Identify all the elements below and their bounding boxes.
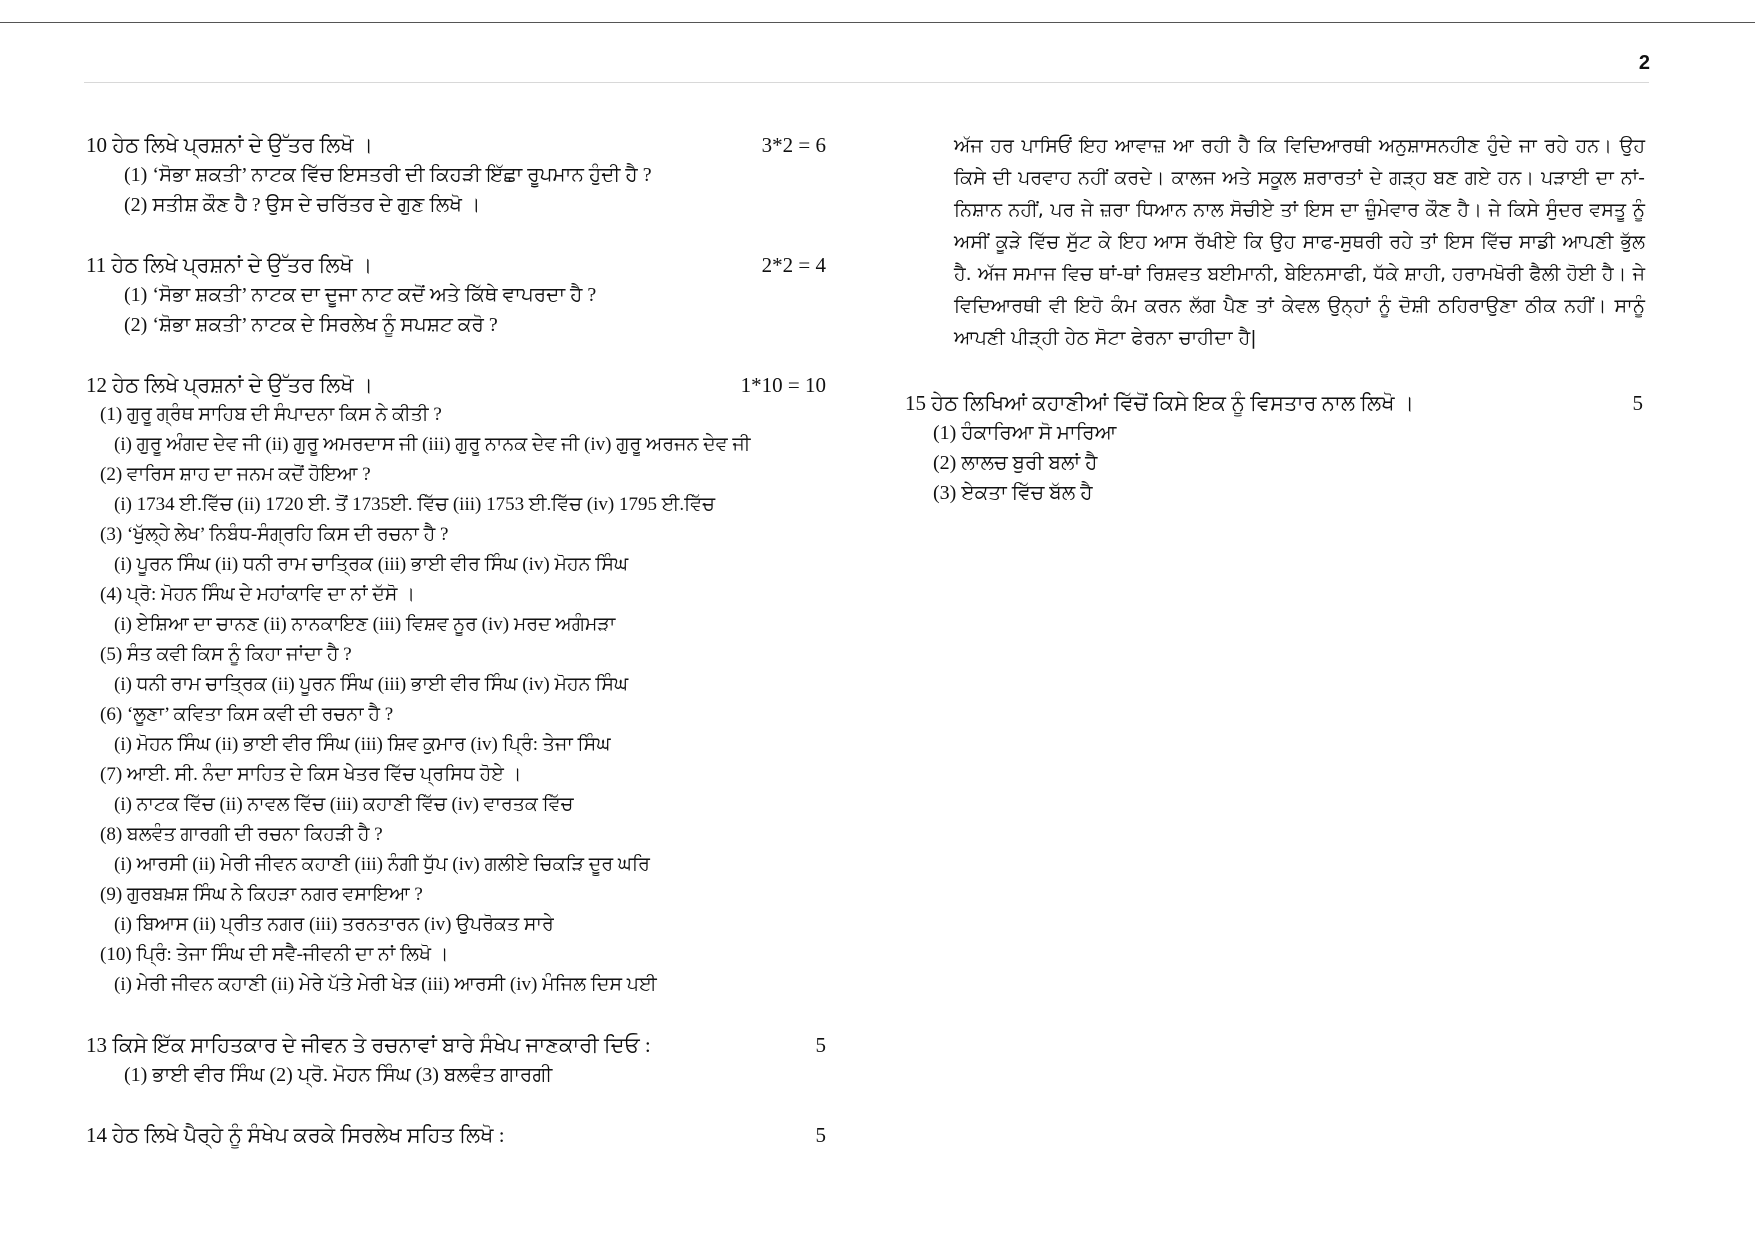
mcq-question: (5) ਸੰਤ ਕਵੀ ਕਿਸ ਨੂੰ ਕਿਹਾ ਜਾਂਦਾ ਹੈ ?	[100, 644, 352, 665]
question-13-title: 13 ਕਿਸੇ ਇੱਕ ਸਾਹਿਤਕਾਰ ਦੇ ਜੀਵਨ ਤੇ ਰਚਨਾਵਾਂ ਬਾਰੇ ਸੰਖੇਪ ਜਾਣਕਾਰੀ ਦਿਓ :	[86, 1033, 651, 1057]
mcq-question: (9) ਗੁਰਬਖ਼ਸ਼ ਸਿੰਘ ਨੇ ਕਿਹੜਾ ਨਗਰ ਵਸਾਇਆ ?	[100, 884, 423, 905]
mcq-options: (i) ਗੁਰੂ ਅੰਗਦ ਦੇਵ ਜੀ (ii) ਗੁਰੂ ਅਮਰਦਾਸ ਜੀ (iii) ਗੁਰੂ ਨਾਨਕ ਦੇਵ ਜੀ (iv) ਗੁਰੂ ਅਰਜਨ ਦੇਵ ਜੀ	[114, 434, 751, 455]
question-15-item: (3) ਏਕਤਾ ਵਿੱਚ ਬੱਲ ਹੈ	[933, 482, 1093, 504]
question-11-header	[86, 250, 846, 280]
mcq-options: (i) ਆਰਸੀ (ii) ਮੇਰੀ ਜੀਵਨ ਕਹਾਣੀ (iii) ਨੰਗੀ ਧੁੱਪ (iv) ਗਲੀਏ ਚਿਕੜਿ ਦੂਰ ਘਰਿ	[114, 854, 650, 875]
mcq-options: (i) ਧਨੀ ਰਾਮ ਚਾਤ੍ਰਿਕ (ii) ਪੂਰਨ ਸਿੰਘ (iii) ਭਾਈ ਵੀਰ ਸਿੰਘ (iv) ਮੋਹਨ ਸਿੰਘ	[114, 674, 629, 695]
mcq-options: (i) ਪੂਰਨ ਸਿੰਘ (ii) ਧਨੀ ਰਾਮ ਚਾਤ੍ਰਿਕ (iii) ਭਾਈ ਵੀਰ ਸਿੰਘ (iv) ਮੋਹਨ ਸਿੰਘ	[114, 554, 629, 575]
question-14-title: 14 ਹੇਠ ਲਿਖੇ ਪੈਰ੍ਹੇ ਨੂੰ ਸੰਖੇਪ ਕਰਕੇ ਸਿਰਲੇਖ ਸਹਿਤ ਲਿਖੋ :	[86, 1123, 505, 1147]
question-14-header	[86, 1120, 846, 1150]
right-column	[905, 130, 1655, 508]
mcq-question: (3) ‘ਖੁੱਲ੍ਹੇ ਲੇਖ’ ਨਿਬੰਧ-ਸੰਗ੍ਰਹਿ ਕਿਸ ਦੀ ਰਚਨਾ ਹੈ ?	[100, 524, 449, 545]
question-14-marks: 5	[815, 1123, 826, 1147]
question-11-marks: 2*2 = 4	[761, 253, 826, 277]
question-13	[86, 1030, 846, 1090]
left-column	[86, 130, 846, 1150]
mcq-options: (i) ਬਿਆਸ (ii) ਪ੍ਰੀਤ ਨਗਰ (iii) ਤਰਨਤਾਰਨ (iv) ਉਪਰੋਕਤ ਸਾਰੇ	[114, 914, 554, 935]
question-10-title: 10 ਹੇਠ ਲਿਖੇ ਪ੍ਰਸ਼ਨਾਂ ਦੇ ਉੱਤਰ ਲਿਖੋ ।	[86, 133, 374, 157]
question-10-header	[86, 130, 846, 160]
question-11-item: (2) ‘ਸ਼ੋਭਾ ਸ਼ਕਤੀ’ ਨਾਟਕ ਦੇ ਸਿਰਲੇਖ ਨੂੰ ਸਪਸ਼ਟ ਕਰੋ ?	[124, 314, 498, 336]
comprehension-paragraph: ਅੱਜ ਹਰ ਪਾਸਿਓਂ ਇਹ ਆਵਾਜ਼ ਆ ਰਹੀ ਹੈ ਕਿ ਵਿਦਿਆਰਥੀ ਅਨੁਸ਼ਾਸਨਹੀਣ ਹੁੰਦੇ ਜਾ ਰਹੇ ਹਨ। ਉਹ ਕਿਸੇ ਦੀ ਪਰਵਾਹ ਨਹੀਂ ਕਰਦੇ। ਕਾਲਜ ਅਤੇ ਸਕੂਲ ਸ਼ਰਾਰਤਾਂ ਦੇ ਗੜ੍ਹ ਬਣ ਗਏ ਹਨ। ਪੜਾਈ ਦਾ ਨਾਂ-ਨਿਸ਼ਾਨ ਨਹੀਂ, ਪਰ ਜੇ ਜ਼ਰਾ ਧਿਆਨ ਨਾਲ ਸੋਚੀਏ ਤਾਂ ਇਸ ਦਾ ਜ਼ੁੰਮੇਵਾਰ ਕੌਣ ਹੈ। ਜੇ ਕਿਸੇ ਸੁੰਦਰ ਵਸਤੂ ਨੂੰ ਅਸੀਂ ਕੂੜੇ ਵਿੱਚ ਸੁੱਟ ਕੇ ਇਹ ਆਸ ਰੱਖੀਏ ਕਿ ਉਹ ਸਾਫ-ਸੁਥਰੀ ਰਹੇ ਤਾਂ ਇਸ ਵਿੱਚ ਸਾਡੀ ਆਪਣੀ ਭੁੱਲ ਹੈ. ਅੱਜ ਸਮਾਜ ਵਿਚ ਥਾਂ-ਥਾਂ ਰਿਸ਼ਵਤ ਬਈਮਾਨੀ, ਬੇਇਨਸਾਫੀ, ਧੱਕੇ ਸ਼ਾਹੀ, ਹਰਾਮਖੋਰੀ ਫੈਲੀ ਹੋਈ ਹੈ। ਜੇ ਵਿਦਿਆਰਥੀ ਵੀ ਇਹੋ ਕੰਮ ਕਰਨ ਲੱਗ ਪੈਣ ਤਾਂ ਕੇਵਲ ਉਨ੍ਹਾਂ ਨੂੰ ਦੋਸ਼ੀ ਠਹਿਰਾਉਣਾ ਠੀਕ ਨਹੀਂ। ਸਾਨੂੰ ਆਪਣੀ ਪੀੜ੍ਹੀ ਹੇਠ ਸੋਟਾ ਫੇਰਨਾ ਚਾਹੀਦਾ ਹੈ|	[954, 135, 1645, 349]
question-15-item: (1) ਹੰਕਾਰਿਆ ਸੋ ਮਾਰਿਆ	[933, 422, 1117, 444]
spacer	[86, 1090, 846, 1120]
question-10-marks: 3*2 = 6	[761, 133, 826, 157]
header-divider	[84, 82, 1649, 83]
spacer	[86, 1000, 846, 1030]
question-12-marks: 1*10 = 10	[740, 373, 826, 397]
mcq-question: (2) ਵਾਰਿਸ ਸ਼ਾਹ ਦਾ ਜਨਮ ਕਦੋਂ ਹੋਇਆ ?	[100, 464, 371, 485]
mcq-question: (8) ਬਲਵੰਤ ਗਾਰਗੀ ਦੀ ਰਚਨਾ ਕਿਹੜੀ ਹੈ ?	[100, 824, 383, 845]
question-15-title: 15 ਹੇਠ ਲਿਖਿਆਂ ਕਹਾਣੀਆਂ ਵਿੱਚੋਂ ਕਿਸੇ ਇਕ ਨੂੰ ਵਿਸਤਾਰ ਨਾਲ ਲਿਖੋ ।	[905, 391, 1414, 415]
question-12	[86, 370, 846, 1000]
question-10-item: (1) ‘ਸੋਭਾ ਸ਼ਕਤੀ’ ਨਾਟਕ ਵਿੱਚ ਇਸਤਰੀ ਦੀ ਕਿਹੜੀ ਇੱਛਾ ਰੂਪਮਾਨ ਹੁੰਦੀ ਹੈ ?	[124, 164, 652, 186]
mcq-question: (4) ਪ੍ਰੋ: ਮੋਹਨ ਸਿੰਘ ਦੇ ਮਹਾਂਕਾਵਿ ਦਾ ਨਾਂ ਦੱਸੋ ।	[100, 584, 415, 605]
mcq-options: (i) ਏਸ਼ਿਆ ਦਾ ਚਾਨਣ (ii) ਨਾਨਕਾਇਣ (iii) ਵਿਸ਼ਵ ਨੂਰ (iv) ਮਰਦ ਅਗੰਮੜਾ	[114, 614, 616, 635]
mcq-question: (1) ਗੁਰੂ ਗ੍ਰੰਥ ਸਾਹਿਬ ਦੀ ਸੰਪਾਦਨਾ ਕਿਸ ਨੇ ਕੀਤੀ ?	[100, 404, 442, 425]
mcq-options: (i) 1734 ਈ.ਵਿੱਚ (ii) 1720 ਈ. ਤੋਂ 1735ਈ. ਵਿੱਚ (iii) 1753 ਈ.ਵਿੱਚ (iv) 1795 ਈ.ਵਿੱਚ	[114, 494, 715, 515]
question-12-header	[86, 370, 846, 400]
question-15-item: (2) ਲਾਲਚ ਬੁਰੀ ਬਲਾਂ ਹੈ	[933, 452, 1098, 474]
mcq-question: (10) ਪ੍ਰਿੰ: ਤੇਜਾ ਸਿੰਘ ਦੀ ਸਵੈ-ਜੀਵਨੀ ਦਾ ਨਾਂ ਲਿਖੋ ।	[100, 944, 449, 965]
mcq-question: (7) ਆਈ. ਸੀ. ਨੰਦਾ ਸਾਹਿਤ ਦੇ ਕਿਸ ਖੇਤਰ ਵਿੱਚ ਪ੍ਰਸਿਧ ਹੋਏ ।	[100, 764, 522, 785]
top-border	[0, 22, 1755, 23]
page-number: 2	[1638, 52, 1650, 74]
mcq-options: (i) ਮੋਹਨ ਸਿੰਘ (ii) ਭਾਈ ਵੀਰ ਸਿੰਘ (iii) ਸ਼ਿਵ ਕੁਮਾਰ (iv) ਪ੍ਰਿੰ: ਤੇਜਾ ਸਿੰਘ	[114, 734, 611, 755]
question-15-marks: 5	[1632, 391, 1643, 415]
mcq-options: (i) ਨਾਟਕ ਵਿੱਚ (ii) ਨਾਵਲ ਵਿੱਚ (iii) ਕਹਾਣੀ ਵਿੱਚ (iv) ਵਾਰਤਕ ਵਿੱਚ	[114, 794, 574, 815]
question-15	[905, 388, 1655, 508]
question-15-header	[905, 388, 1655, 418]
mcq-question: (6) ‘ਲੂਣਾ’ ਕਵਿਤਾ ਕਿਸ ਕਵੀ ਦੀ ਰਚਨਾ ਹੈ ?	[100, 704, 394, 725]
mcq-options: (i) ਮੇਰੀ ਜੀਵਨ ਕਹਾਣੀ (ii) ਮੇਰੇ ਪੱਤੇ ਮੇਰੀ ਖੇੜ (iii) ਆਰਸੀ (iv) ਮੰਜਿਲ ਦਿਸ ਪਈ	[114, 974, 657, 995]
question-11-title: 11 ਹੇਠ ਲਿਖੇ ਪ੍ਰਸ਼ਨਾਂ ਦੇ ਉੱਤਰ ਲਿਖੋ ।	[86, 253, 373, 277]
question-11	[86, 250, 846, 340]
spacer	[86, 220, 846, 250]
question-10	[86, 130, 846, 220]
question-12-title: 12 ਹੇਠ ਲਿਖੇ ਪ੍ਰਸ਼ਨਾਂ ਦੇ ਉੱਤਰ ਲਿਖੋ ।	[86, 373, 374, 397]
question-11-item: (1) ‘ਸੋਭਾ ਸ਼ਕਤੀ’ ਨਾਟਕ ਦਾ ਦੂਜਾ ਨਾਟ ਕਦੋਂ ਅਤੇ ਕਿੱਥੇ ਵਾਪਰਦਾ ਹੈ ?	[124, 284, 597, 306]
question-13-marks: 5	[815, 1033, 826, 1057]
spacer	[86, 340, 846, 370]
question-13-header	[86, 1030, 846, 1060]
question-10-item: (2) ਸਤੀਸ਼ ਕੌਣ ਹੈ ? ਉਸ ਦੇ ਚਰਿੱਤਰ ਦੇ ਗੁਣ ਲਿਖੋ ।	[124, 194, 481, 216]
question-14	[86, 1120, 846, 1150]
question-13-item: (1) ਭਾਈ ਵੀਰ ਸਿੰਘ (2) ਪ੍ਰੋ. ਮੋਹਨ ਸਿੰਘ (3) ਬਲਵੰਤ ਗਾਰਗੀ	[124, 1064, 553, 1086]
